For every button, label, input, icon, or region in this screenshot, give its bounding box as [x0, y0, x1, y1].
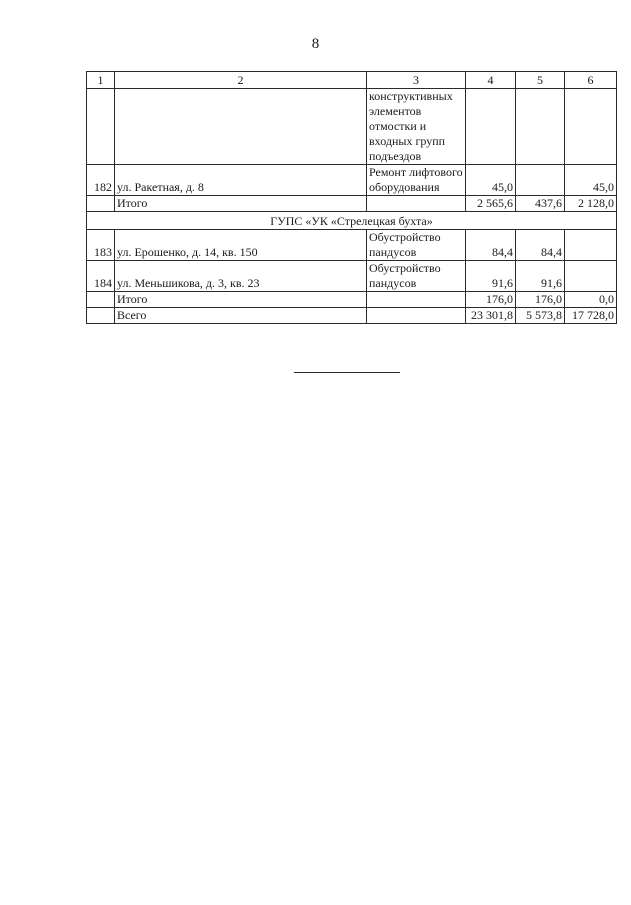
- total-row: [87, 196, 617, 212]
- value-col5-cell: 437,6: [516, 196, 565, 212]
- value-col5-cell: [516, 165, 565, 196]
- work-type-cell: [367, 292, 466, 308]
- row-number-cell: 182: [87, 165, 115, 196]
- row-number-cell: 184: [87, 261, 115, 292]
- table-row: [87, 89, 617, 165]
- section-row: [87, 212, 617, 230]
- value-col5-cell: 84,4: [516, 230, 565, 261]
- address-cell: ул. Ерошенко, д. 14, кв. 150: [115, 230, 367, 261]
- table-row: [87, 230, 617, 261]
- column-header-3: 3: [367, 72, 466, 89]
- row-number-cell: [87, 308, 115, 324]
- section-title: ГУПС «УК «Стрелецкая бухта»: [87, 212, 617, 230]
- column-header-4: 4: [466, 72, 516, 89]
- works-table: [86, 71, 617, 324]
- work-type-cell: Ремонт лифтового оборудования: [367, 165, 466, 196]
- value-col6-cell: [565, 261, 617, 292]
- work-type-cell: Обустройство пандусов: [367, 230, 466, 261]
- value-col5-cell: 5 573,8: [516, 308, 565, 324]
- value-col4-cell: 91,6: [466, 261, 516, 292]
- total-row: [87, 308, 617, 324]
- value-col6-cell: [565, 89, 617, 165]
- page-number: 8: [311, 36, 320, 52]
- address-cell: [115, 89, 367, 165]
- table-header-row: [87, 72, 617, 89]
- row-number-cell: [87, 292, 115, 308]
- work-type-cell: [367, 196, 466, 212]
- column-header-1: 1: [87, 72, 115, 89]
- address-cell: Итого: [115, 292, 367, 308]
- address-cell: ул. Меньшикова, д. 3, кв. 23: [115, 261, 367, 292]
- row-number-cell: [87, 196, 115, 212]
- row-number-cell: 183: [87, 230, 115, 261]
- column-header-5: 5: [516, 72, 565, 89]
- column-header-6: 6: [565, 72, 617, 89]
- work-type-cell: [367, 308, 466, 324]
- table-body: [87, 72, 617, 324]
- table-row: [87, 261, 617, 292]
- value-col4-cell: 176,0: [466, 292, 516, 308]
- value-col6-cell: [565, 230, 617, 261]
- value-col4-cell: 23 301,8: [466, 308, 516, 324]
- work-type-cell: Обустройство пандусов: [367, 261, 466, 292]
- address-cell: Всего: [115, 308, 367, 324]
- address-cell: ул. Ракетная, д. 8: [115, 165, 367, 196]
- work-type-cell: конструктивных элементов отмостки и входных групп подъездов: [367, 89, 466, 165]
- value-col6-cell: 0,0: [565, 292, 617, 308]
- total-row: [87, 292, 617, 308]
- value-col5-cell: 176,0: [516, 292, 565, 308]
- row-number-cell: [87, 89, 115, 165]
- value-col4-cell: 84,4: [466, 230, 516, 261]
- column-header-2: 2: [115, 72, 367, 89]
- value-col5-cell: [516, 89, 565, 165]
- value-col4-cell: 45,0: [466, 165, 516, 196]
- value-col4-cell: [466, 89, 516, 165]
- value-col5-cell: 91,6: [516, 261, 565, 292]
- value-col6-cell: 45,0: [565, 165, 617, 196]
- value-col6-cell: 2 128,0: [565, 196, 617, 212]
- closing-rule: [294, 372, 400, 373]
- value-col4-cell: 2 565,6: [466, 196, 516, 212]
- address-cell: Итого: [115, 196, 367, 212]
- table-row: [87, 165, 617, 196]
- value-col6-cell: 17 728,0: [565, 308, 617, 324]
